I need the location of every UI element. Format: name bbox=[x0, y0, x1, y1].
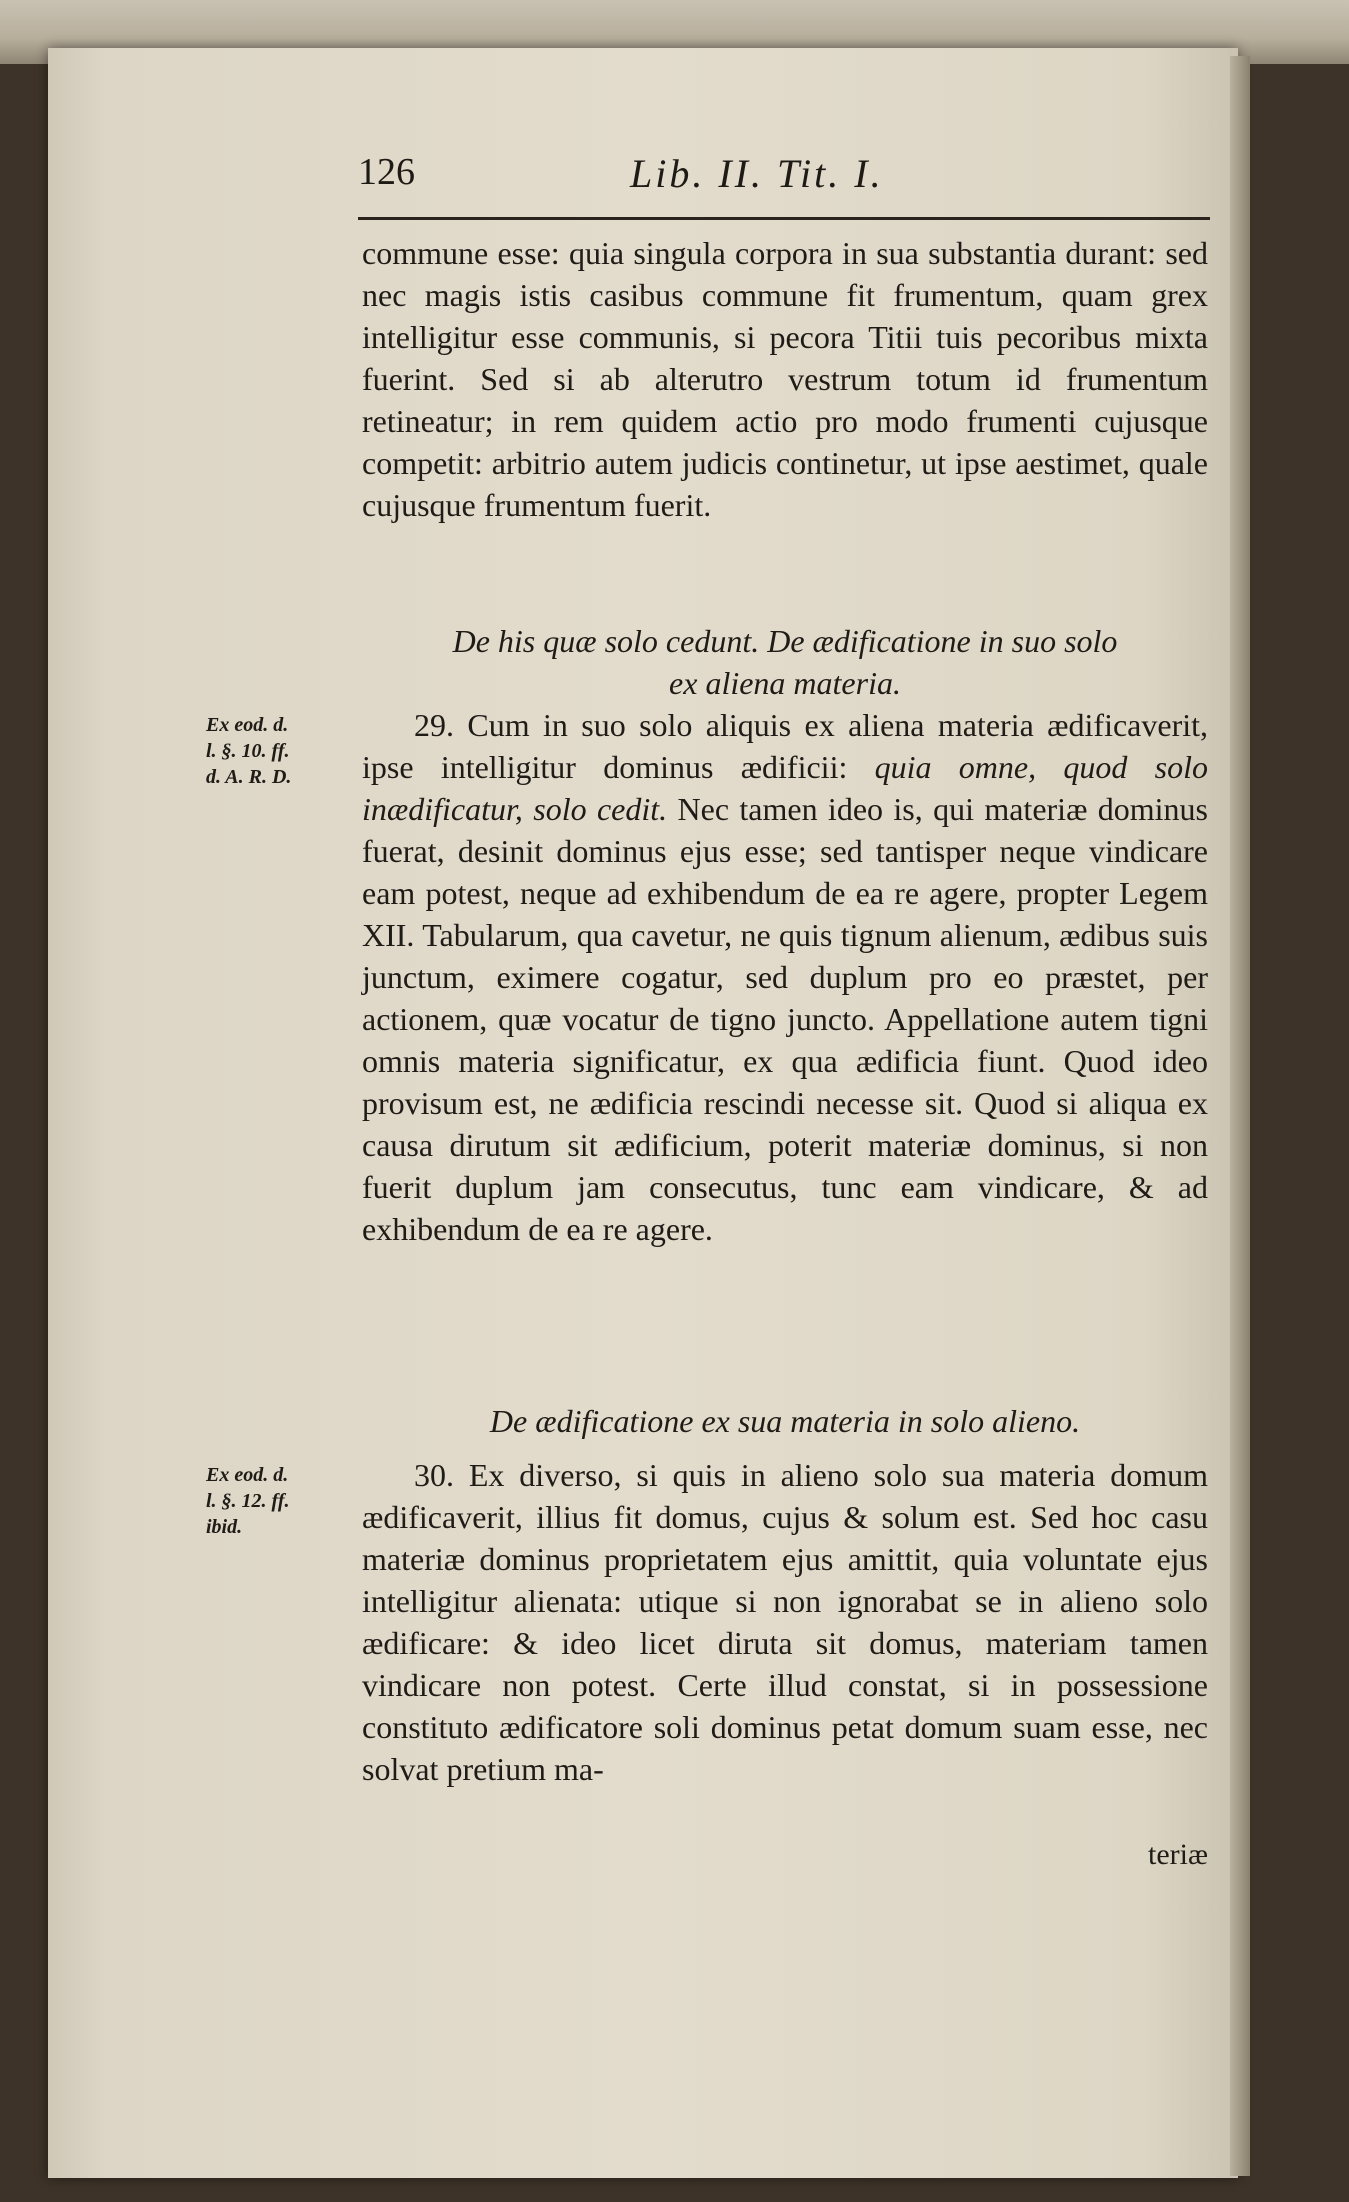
marginal-note-line: Ex eod. d. bbox=[206, 714, 289, 736]
paragraph-text: commune esse: quia singula corpora in sua substantia durant: sed nec magis istis casibus commune fit frumentum, quam grex intelligitur esse communis, si pecora Titii tuis pecoribus mixta fuerint. Sed si ab alterutro vestrum totum id frumentum retineatur; in rem quidem actio pro modo frumenti cujusque competit: arbitrio autem judicis continetur, ut ipse aestimet, quale cujusque frumentum fuerit. bbox=[362, 235, 1208, 523]
page-header bbox=[0, 150, 1349, 200]
paragraph-lead: 29. Cum in suo solo aliquis ex aliena materia ædificaverit, ipse intelligitur dominus ædificii: bbox=[362, 707, 1208, 785]
marginal-note-line: l. §. 10. ff. bbox=[206, 740, 290, 762]
marginal-note-line: Ex eod. d. bbox=[206, 1464, 289, 1486]
heading-line: ex aliena materia. bbox=[669, 665, 901, 701]
heading-line: De ædificatione ex sua materia in solo alieno. bbox=[489, 1403, 1081, 1439]
section-heading-2 bbox=[362, 1400, 1208, 1442]
paragraph-30 bbox=[362, 1454, 1208, 1790]
running-head: Lib. II. Tit. I. bbox=[630, 151, 884, 196]
marginal-note-1 bbox=[206, 712, 356, 790]
page-number: 126 bbox=[358, 151, 415, 193]
heading-line: De his quæ solo cedunt. De ædificatione in suo solo bbox=[452, 623, 1118, 659]
paragraph-text: 30. Ex diverso, si quis in alieno solo sua materia domum ædificaverit, illius fit domus, cujus & solum est. Sed hoc casu materiæ dominus proprietatem ejus amittit, quia voluntate ejus intelligitur alienata: utique si non ignorabat se in alieno solo ædificare: & ideo licet diruta sit domus, materiam tamen vindicare non potest. Certe illud constat, si in possessione constituto ædificatore soli dominus petat domum suam esse, nec solvat pretium ma- bbox=[362, 1457, 1208, 1787]
marginal-note-line: ibid. bbox=[206, 1516, 243, 1538]
marginal-note-line: d. A. R. D. bbox=[206, 766, 292, 788]
paragraph-29 bbox=[362, 704, 1208, 1250]
paragraph-text bbox=[362, 704, 1208, 1250]
catchword: teriæ bbox=[1148, 1838, 1208, 1871]
marginal-note-2 bbox=[206, 1462, 356, 1540]
section-heading-1 bbox=[362, 620, 1208, 704]
marginal-note-line: l. §. 12. ff. bbox=[206, 1490, 290, 1512]
page-edge bbox=[1230, 56, 1250, 2176]
legal-maxim: quia omne, quod solo inædificatur, solo cedit. bbox=[362, 749, 1209, 827]
paragraph-continuation bbox=[362, 232, 1208, 526]
paragraph-rest: Nec tamen ideo is, qui materiæ dominus fuerat, desinit dominus ejus esse; sed tantisper neque vindicare eam potest, neque ad exhibendum de ea re agere, propter Legem XII. Tabularum, qua cavetur, ne quis tignum alienum, ædibus suis junctum, eximere cogatur, sed duplum pro eo præstet, per actionem, quæ vocatur de tigno juncto. Appellatione autem tigni omnis materia significatur, ex qua ædificia fiunt. Quod ideo provisum est, ne ædificia rescindi necesse sit. Quod si aliqua ex causa dirutum sit ædificium, poterit materiæ dominus, si non fuerit duplum jam consecutus, tunc eam vindicare, & ad exhibendum de ea re agere. bbox=[362, 791, 1209, 1247]
header-rule bbox=[358, 217, 1210, 220]
